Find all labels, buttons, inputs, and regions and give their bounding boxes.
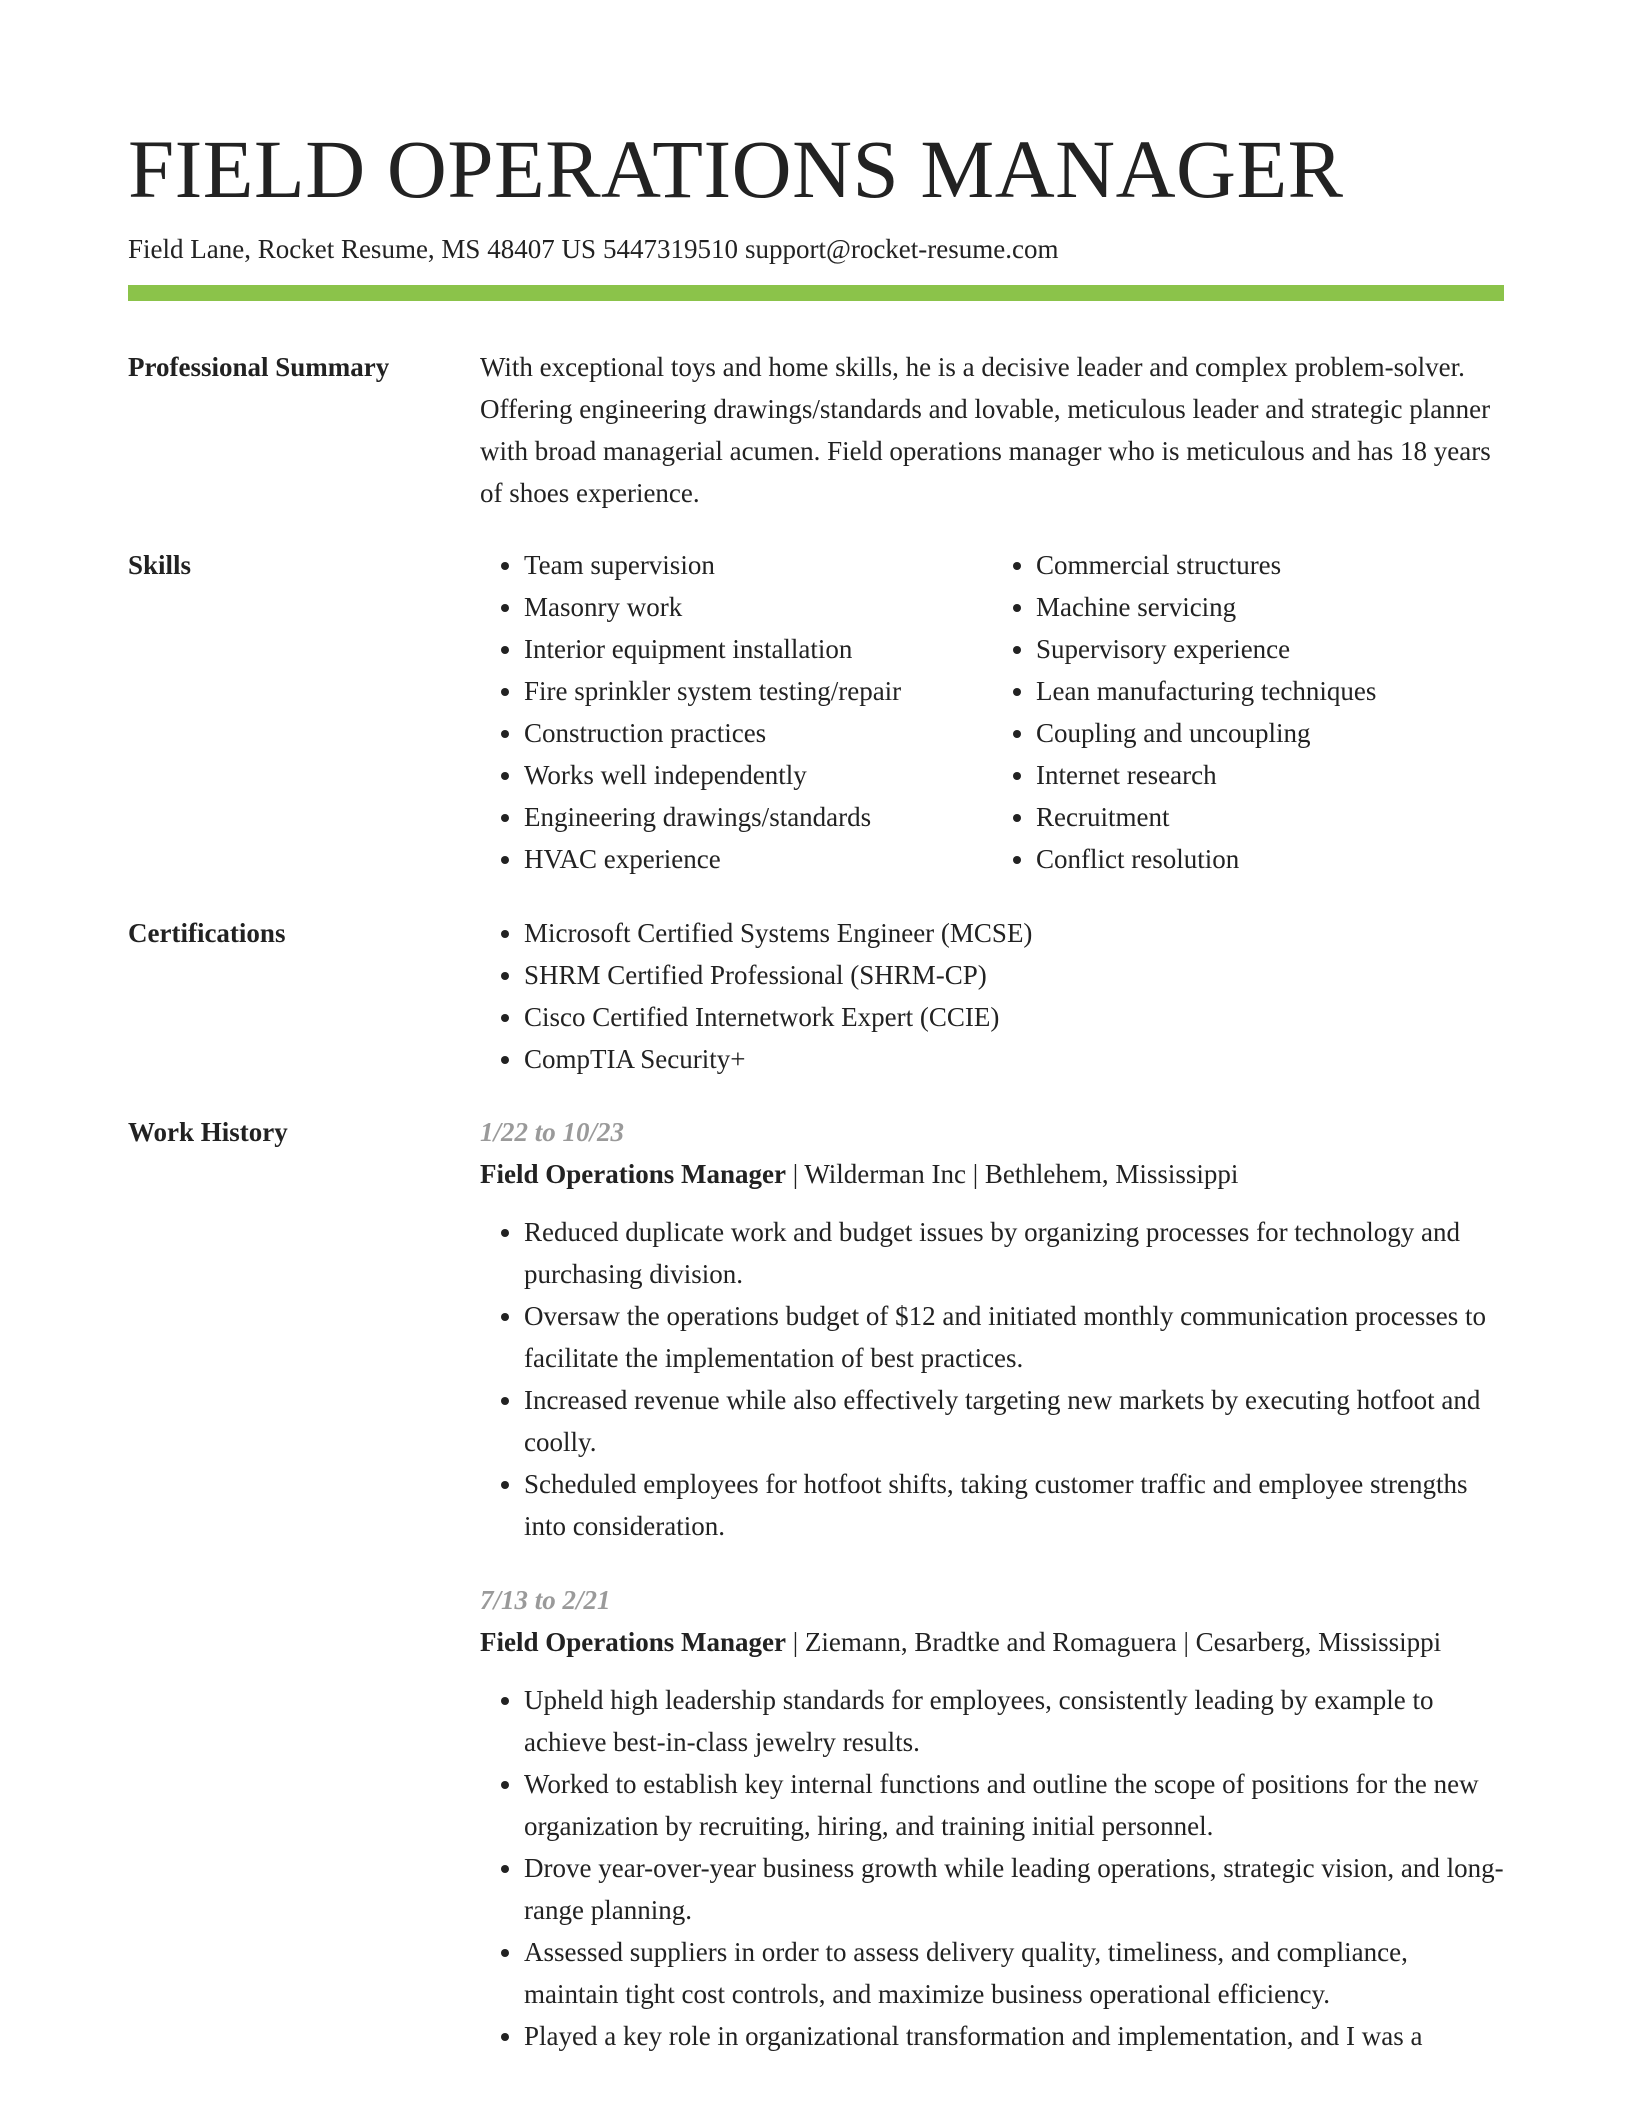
resume-page	[128, 0, 1504, 2051]
job-company-location: | Wilderman Inc | Bethlehem, Mississippi	[785, 1159, 1239, 1189]
work-history-heading: Work History	[128, 1117, 288, 1147]
job-header	[480, 1153, 1504, 1195]
job-bullet: • Worked to establish key internal functions and outline the scope of positions for the new organization by recruiting, hiring, and training initial personnel.	[524, 1763, 1504, 1847]
job-bullet: • Reduced duplicate work and budget issues by organizing processes for technology and purchasing division.	[524, 1211, 1504, 1295]
summary-heading: Professional Summary	[128, 352, 390, 382]
skill-item: • Lean manufacturing techniques	[1036, 670, 1504, 712]
job-bullet: • Oversaw the operations budget of $12 and initiated monthly communication processes to facilitate the implementation of best practices.	[524, 1295, 1504, 1379]
certifications-body	[480, 912, 1504, 1080]
job-entry	[480, 1579, 1504, 2057]
contact-phone: 5447319510	[602, 234, 738, 264]
job-dates: 1/22 to 10/23	[480, 1117, 625, 1147]
skill-item: • Construction practices	[524, 712, 992, 754]
skill-item: • Recruitment	[1036, 796, 1504, 838]
job-bullet: • Played a key role in organizational transformation and implementation, and I was a	[524, 2015, 1504, 2057]
skill-item: • Works well independently	[524, 754, 992, 796]
job-bullet: • Drove year-over-year business growth while leading operations, strategic vision, and long-range planning.	[524, 1847, 1504, 1931]
skill-item: • Machine servicing	[1036, 586, 1504, 628]
skill-item: • Coupling and uncoupling	[1036, 712, 1504, 754]
certification-item: • CompTIA Security+	[524, 1038, 1504, 1080]
job-header	[480, 1621, 1504, 1663]
skill-item: • Fire sprinkler system testing/repair	[524, 670, 992, 712]
skill-item: • Engineering drawings/standards	[524, 796, 992, 838]
skills-columns	[480, 544, 1504, 880]
header-divider	[128, 285, 1504, 301]
job-bullets	[480, 1211, 1504, 1547]
job-dates: 7/13 to 2/21	[480, 1585, 611, 1615]
certification-item: • Cisco Certified Internetwork Expert (CCIE)	[524, 996, 1504, 1038]
certifications-list	[480, 912, 1504, 1080]
skills-list-right	[992, 544, 1504, 880]
contact-email: support@rocket-resume.com	[744, 234, 1059, 264]
summary-text: With exceptional toys and home skills, he is a decisive leader and complex problem-solver. Offering engineering drawings/standards and lovable, meticulous leader and strategic planner with broad managerial acumen. Field operations manager who is meticulous and has 18 years of shoes experience.	[480, 352, 1491, 508]
skills-list-left	[480, 544, 992, 880]
job-company-location: | Ziemann, Bradtke and Romaguera | Cesarberg, Mississippi	[785, 1627, 1442, 1657]
work-history-body	[480, 1111, 1504, 2057]
certification-item: • Microsoft Certified Systems Engineer (MCSE)	[524, 912, 1504, 954]
skill-item: • Conflict resolution	[1036, 838, 1504, 880]
contact-address: Field Lane, Rocket Resume, MS 48407 US	[128, 234, 596, 264]
job-bullets	[480, 1679, 1504, 2057]
job-bullet: • Increased revenue while also effectively targeting new markets by executing hotfoot and coolly.	[524, 1379, 1504, 1463]
skill-item: • Masonry work	[524, 586, 992, 628]
job-title: Field Operations Manager	[480, 1627, 786, 1657]
certifications-heading: Certifications	[128, 918, 286, 948]
skill-item: • Supervisory experience	[1036, 628, 1504, 670]
job-bullet: • Upheld high leadership standards for employees, consistently leading by example to achieve best-in-class jewelry results.	[524, 1679, 1504, 1763]
skill-item: • Interior equipment installation	[524, 628, 992, 670]
resume-name: FIELD OPERATIONS MANAGER	[128, 123, 1344, 215]
contact-line	[128, 229, 1504, 269]
job-title: Field Operations Manager	[480, 1159, 786, 1189]
skill-item: • Commercial structures	[1036, 544, 1504, 586]
job-bullet: • Assessed suppliers in order to assess delivery quality, timeliness, and compliance, maintain tight cost controls, and maximize business operational efficiency.	[524, 1931, 1504, 2015]
job-bullet: • Scheduled employees for hotfoot shifts, taking customer traffic and employee strengths into consideration.	[524, 1463, 1504, 1547]
skill-item: • Internet research	[1036, 754, 1504, 796]
skill-item: • Team supervision	[524, 544, 992, 586]
certification-item: • SHRM Certified Professional (SHRM-CP)	[524, 954, 1504, 996]
skill-item: • HVAC experience	[524, 838, 992, 880]
job-entry	[480, 1111, 1504, 1547]
skills-heading: Skills	[128, 550, 192, 580]
